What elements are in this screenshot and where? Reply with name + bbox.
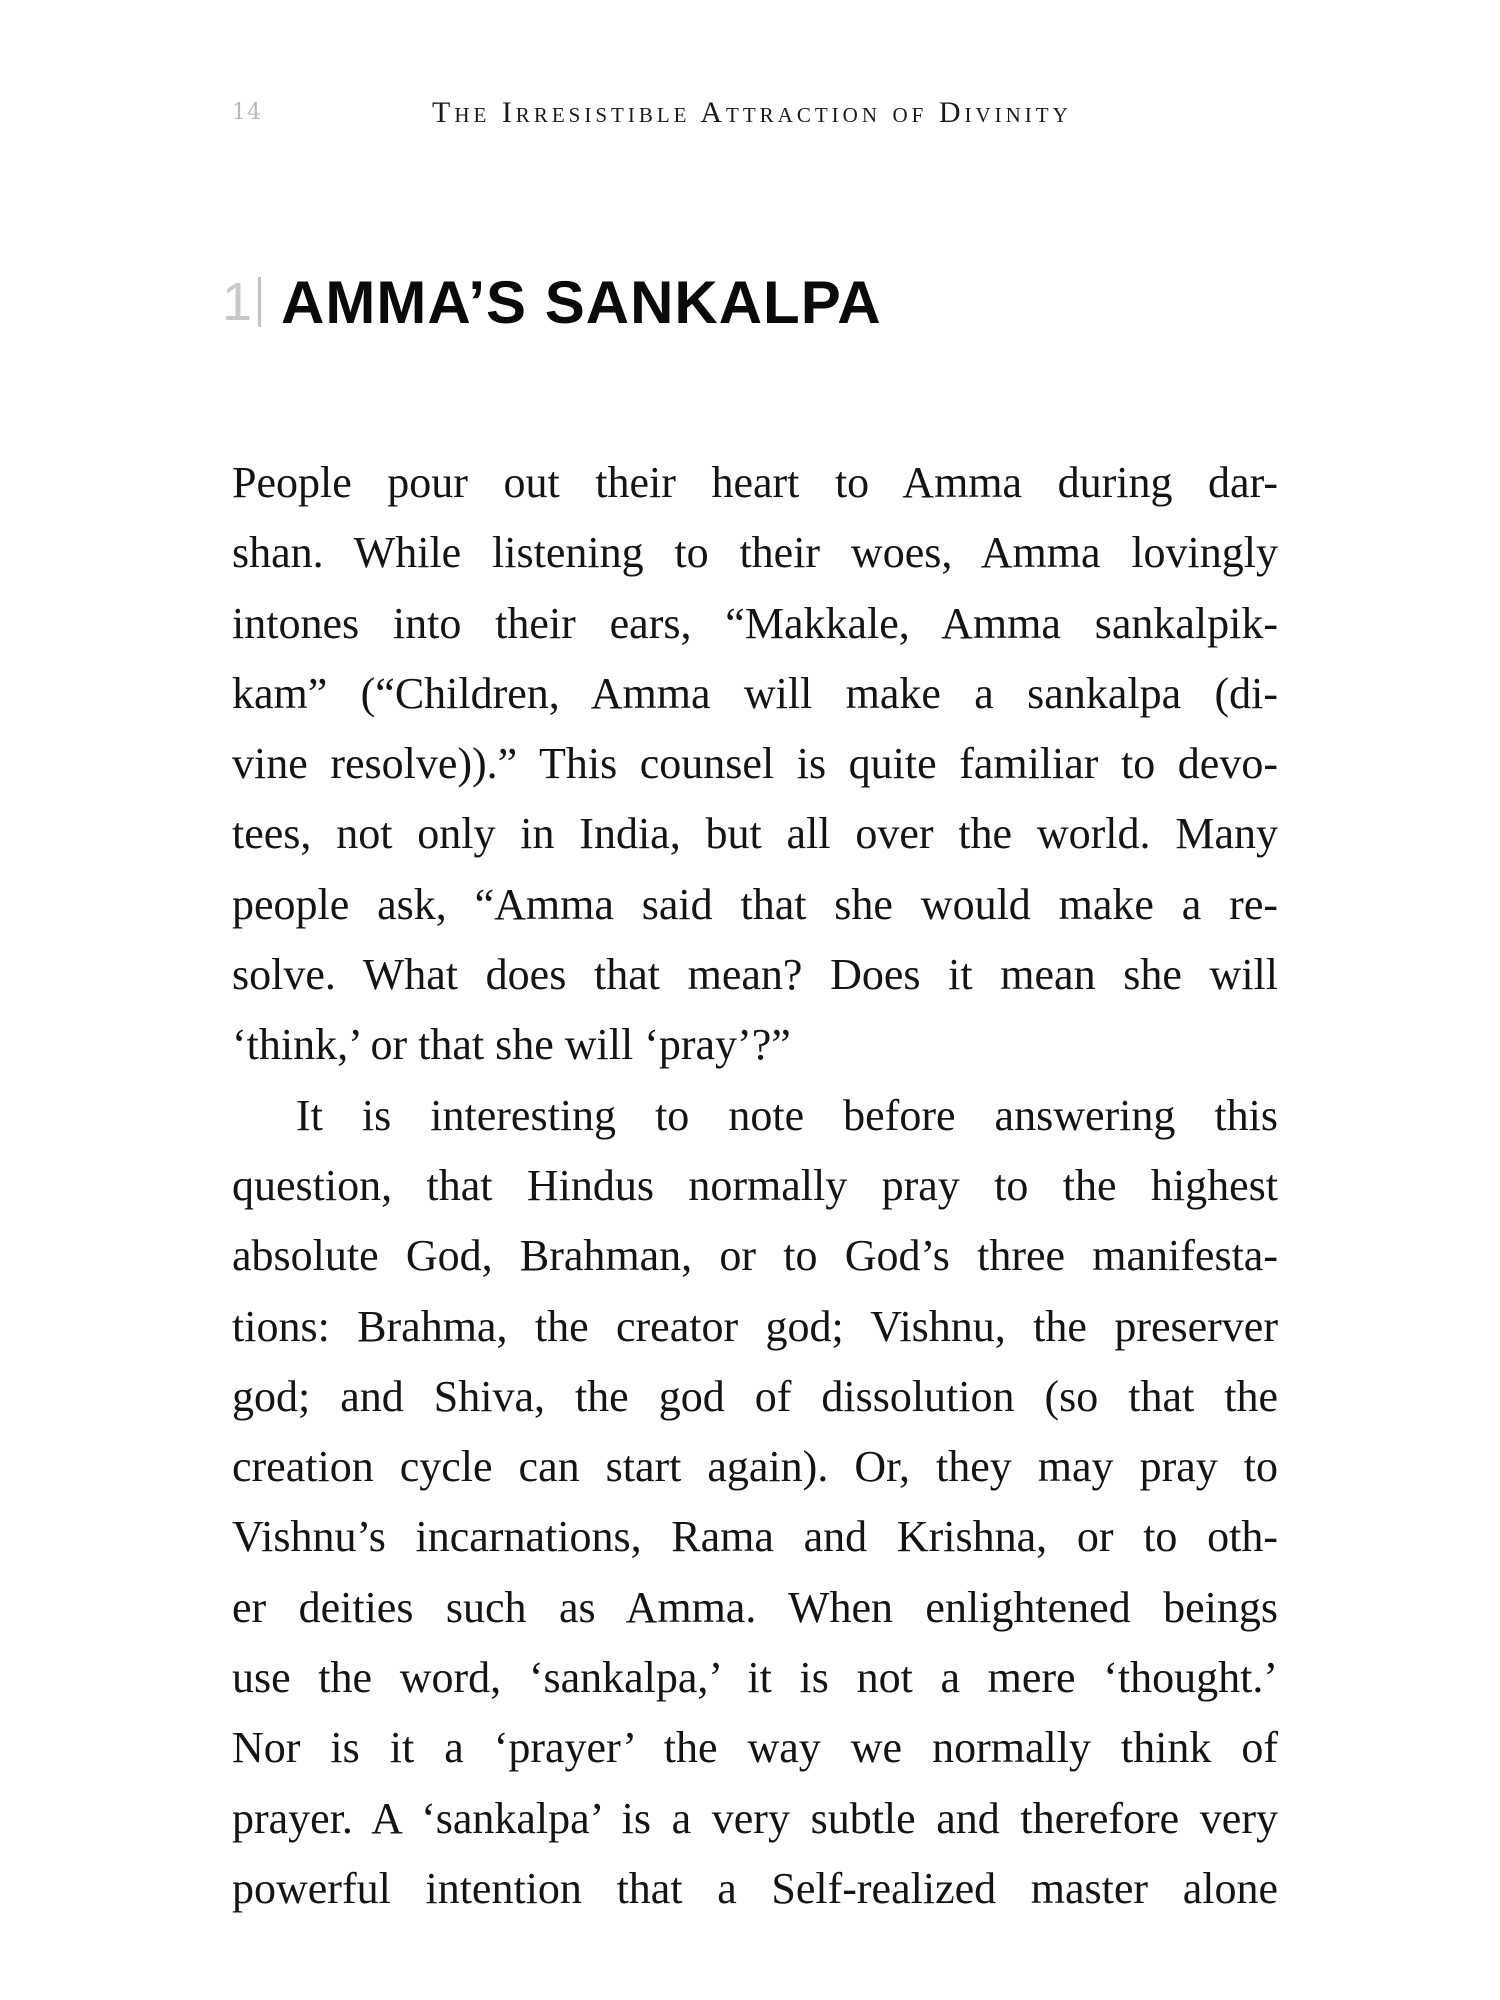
text-line: [232, 1432, 1278, 1502]
line-text: tees, not only in India, but all over the world. Many: [232, 809, 1278, 859]
line-text: vine resolve)).” This counsel is quite familiar to devo-: [232, 739, 1278, 789]
chapter-number: 1: [222, 272, 253, 332]
paragraph-2: [232, 1081, 1278, 1925]
line-text: use the word, ‘sankalpa,’ it is not a mere ‘thought.’: [232, 1653, 1278, 1703]
paragraph-1: [232, 448, 1278, 1081]
text-line: [232, 1010, 1278, 1080]
body-text: [232, 448, 1278, 1924]
text-line: [232, 1221, 1278, 1291]
text-line: [232, 518, 1278, 588]
line-text: ‘think,’ or that she will ‘pray’?”: [232, 1020, 791, 1070]
text-line: [232, 1292, 1278, 1362]
page-number: 14: [232, 100, 262, 125]
text-line: [232, 1713, 1278, 1783]
text-line: [232, 1573, 1278, 1643]
line-text: people ask, “Amma said that she would make a re-: [232, 879, 1278, 929]
text-line: [232, 1362, 1278, 1432]
line-text: god; and Shiva, the god of dissolution (so that the: [232, 1371, 1278, 1421]
line-text: solve. What does that mean? Does it mean she will: [232, 950, 1278, 1000]
line-text: It is interesting to note before answering this: [296, 1090, 1278, 1140]
text-line: [232, 1502, 1278, 1572]
running-title: The Irresistible Attraction of Divinity: [432, 96, 1072, 129]
text-line: [232, 870, 1278, 940]
line-text: People pour out their heart to Amma during dar-: [232, 458, 1278, 507]
line-text: kam” (“Children, Amma will make a sankalpa (di-: [232, 668, 1278, 718]
line-text: absolute God, Brahman, or to God’s three manifesta-: [232, 1231, 1278, 1281]
text-line: [232, 1081, 1278, 1151]
line-text: er deities such as Amma. When enlightened beings: [232, 1582, 1278, 1632]
text-line: [232, 589, 1278, 659]
text-line: [232, 1643, 1278, 1713]
text-line: [232, 448, 1278, 518]
line-text: Nor is it a ‘prayer’ the way we normally think of: [232, 1723, 1278, 1773]
line-text: powerful intention that a Self-realized master alone: [232, 1863, 1278, 1913]
text-line: [232, 659, 1278, 729]
line-text: creation cycle can start again). Or, they may pray to: [232, 1442, 1278, 1492]
text-line: [232, 1151, 1278, 1221]
line-text: question, that Hindus normally pray to the highest: [232, 1160, 1278, 1210]
line-text: Vishnu’s incarnations, Rama and Krishna, or to oth-: [232, 1512, 1278, 1562]
text-line: [232, 799, 1278, 869]
running-header: [0, 96, 1500, 136]
line-text: intones into their ears, “Makkale, Amma sankalpik-: [232, 598, 1278, 648]
text-line: [232, 1784, 1278, 1854]
line-text: tions: Brahma, the creator god; Vishnu, the preserver: [232, 1301, 1278, 1351]
line-text: shan. While listening to their woes, Amma lovingly: [232, 528, 1278, 578]
line-text: prayer. A ‘sankalpa’ is a very subtle and therefore very: [232, 1793, 1278, 1843]
text-line: [232, 1854, 1278, 1924]
chapter-title: AMMA’S SANKALPA: [281, 268, 882, 336]
text-line: [232, 940, 1278, 1010]
text-line: [232, 729, 1278, 799]
chapter-heading: [222, 262, 882, 342]
chapter-divider: [258, 277, 261, 327]
